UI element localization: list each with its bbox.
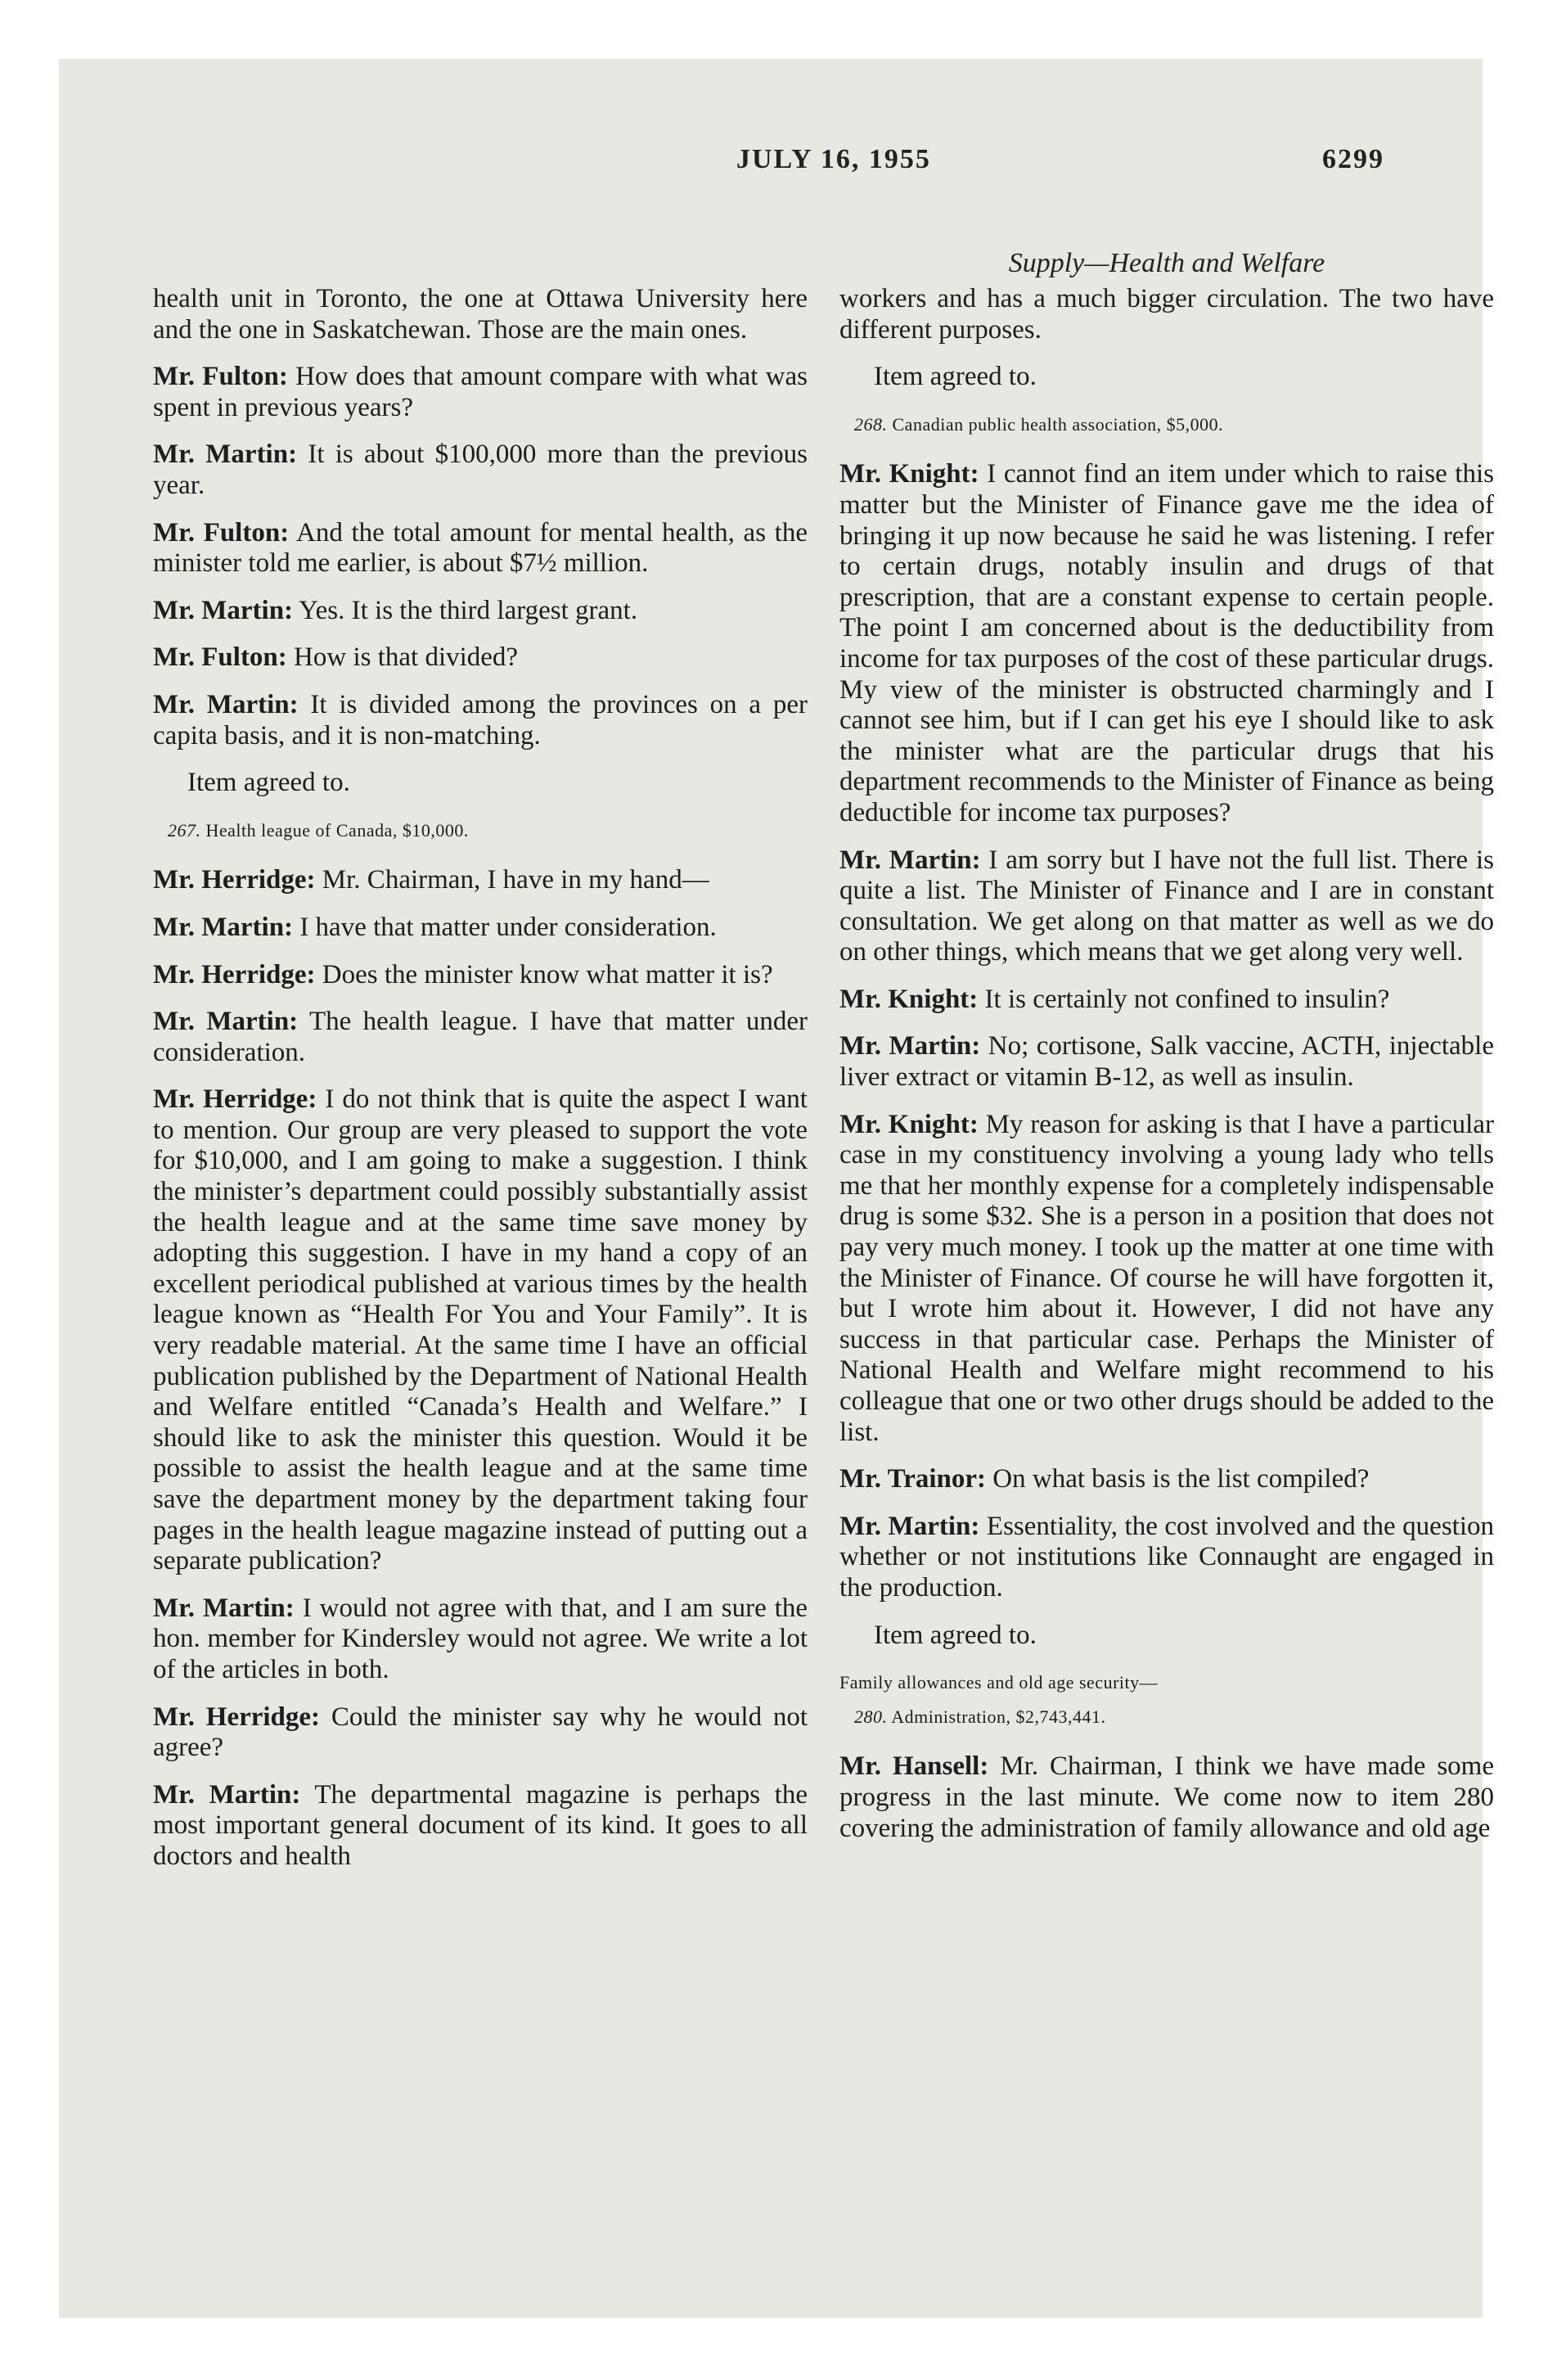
item-text: Health league of Canada, $10,000. [205,819,469,841]
speech-text: Essentiality, the cost involved and the question whether or not institutions like Connaught are engaged in the production. [839,1511,1494,1602]
speaker-name: Mr. Herridge: [153,1084,317,1115]
speech-paragraph [153,1593,808,1686]
speech-text: How does that amount compare with what was spent in previous years? [153,362,808,422]
speech-text: The departmental magazine is perhaps the most important general document of its kind. It goes to all doctors and health [153,1779,808,1871]
speech-text: My reason for asking is that I have a particular case in my constituency involving a young lady who tells me that her monthly expense for a completely indispensable drug is some $32. She is a person in a position that does not pay very much money. I took up the matter at one time with the Minister of Finance. Of course he will have forgotten it, but I wrote him about it. However, I did not have any success in that particular case. Perhaps the Minister of National Health and Welfare might recommend to his colleague that one or two other drugs should be added to the list. [839,1109,1494,1447]
speaker-name: Mr. Martin: [839,1031,981,1062]
speech-paragraph [839,845,1494,968]
speech-paragraph [153,362,808,423]
item-agreed: Item agreed to. [874,362,1037,392]
speech-paragraph [153,960,808,991]
speaker-name: Mr. Fulton: [153,517,290,548]
page-date: JULY 16, 1955 [736,144,931,174]
speaker-name: Mr. Knight: [839,1109,979,1139]
speech-text: Yes. It is the third largest grant. [299,595,638,625]
speaker-name: Mr. Fulton: [153,362,288,392]
speech-paragraph [839,1512,1494,1604]
speaker-name: Mr. Martin: [153,912,294,942]
left-column [153,284,808,1889]
speaker-name: Mr. Fulton: [153,642,287,673]
speaker-name: Mr. Martin: [153,1007,299,1037]
speaker-name: Mr. Martin: [153,1779,301,1810]
speaker-name: Mr. Martin: [153,689,299,719]
speech-paragraph [153,596,808,627]
page-number: 6299 [1322,144,1384,174]
speech-text: No; cortisone, Salk vaccine, ACTH, injectable liver extract or vitamin B-12, as well as insulin. [839,1031,1494,1093]
speaker-name: Mr. Hansell: [839,1751,989,1782]
speech-text: I do not think that is quite the aspect I want to mention. Our group are very pleased to support the vote for $10,000, and I am going to make a suggestion. I think the minister’s department could possibly substantially assist the health league and at the same time save money by adopting this suggestion. I have in my hand a copy of an excellent periodical published at various times by the health league known as “Health For You and Your Family”. It is very readable material. At the same time I have an official publication published by the Department of National Health and Welfare entitled “Canada’s Health and Welfare.” I should like to ask the minister this question. Would it be possible to assist the health league and at the same time save the department money by the department taking four pages in the health league magazine instead of putting out a separate publication? [153,1084,808,1576]
speaker-name: Mr. Herridge: [153,865,316,895]
item-number: 268. [854,413,888,435]
speaker-name: Mr. Knight: [839,984,979,1014]
section-heading: Family allowances and old age security— [839,1672,1159,1693]
continued-text: health unit in Toronto, the one at Ottawa University here and the one in Saskatchewan. Those are the main ones. [153,284,808,345]
speech-paragraph [153,518,808,579]
speech-paragraph [153,1084,808,1577]
speech-paragraph [153,913,808,944]
right-column [839,245,1494,1860]
speech-paragraph [839,985,1494,1016]
speech-text: It is about $100,000 more than the previous year. [153,439,808,500]
speech-paragraph [839,459,1494,828]
speech-paragraph [839,1751,1494,1844]
speech-paragraph [153,1702,808,1764]
speech-text: I would not agree with that, and I am sure the hon. member for Kindersley would not agree. We write a lot of the articles in both. [153,1593,808,1684]
speech-text: Mr. Chairman, I think we have made some progress in the last minute. We come now to item 280 covering the administration of family allowance and old age [839,1751,1494,1843]
speaker-name: Mr. Martin: [153,595,294,625]
speech-paragraph [839,1031,1494,1093]
continued-text: workers and has a much bigger circulation. The two have different purposes. [839,284,1494,345]
item-number: 267. [168,819,201,841]
item-agreed: Item agreed to. [874,1620,1037,1650]
speaker-name: Mr. Martin: [153,1593,295,1623]
speech-text: Mr. Chairman, I have in my hand— [322,865,709,895]
speech-text: On what basis is the list compiled? [992,1464,1370,1494]
speaker-name: Mr. Trainor: [839,1464,987,1494]
speaker-name: Mr. Martin: [153,439,298,470]
speaker-name: Mr. Herridge: [153,959,316,989]
speech-paragraph [153,690,808,751]
speech-text: It is certainly not confined to insulin? [984,984,1390,1014]
speech-paragraph [839,1110,1494,1449]
speech-paragraph [153,865,808,896]
speech-paragraph [839,1464,1494,1495]
speech-text: It is divided among the provinces on a per capita basis, and it is non-matching. [153,689,808,751]
speech-text: I have that matter under consideration. [299,912,717,942]
speech-paragraph [153,1007,808,1068]
speech-text: I am sorry but I have not the full list. There is quite a list. The Minister of Finance and I are in constant consultation. We get along on that matter as well as we do on other things, which means that we get along very well. [839,845,1494,967]
item-number: 280. [854,1706,888,1727]
speaker-name: Mr. Herridge: [153,1702,321,1732]
estimate-item [854,1702,1494,1733]
speaker-name: Mr. Knight: [839,459,979,489]
speaker-name: Mr. Martin: [839,1511,980,1541]
speech-text: Could the minister say why he would not agree? [153,1702,808,1763]
item-text: Administration, $2,743,441. [891,1706,1106,1727]
speaker-name: Mr. Martin: [839,845,981,875]
estimate-item [168,815,808,846]
item-agreed: Item agreed to. [187,768,350,798]
speech-text: I cannot find an item under which to raise this matter but the Minister of Finance gave me the idea of bringing it up now because he said he was listening. I refer to certain drugs, notably insulin and drugs of that prescription, that are a constant expense to certain people. The point I am concerned about is the deductibility from income for tax purposes of the cost of these particular drugs. My view of the minister is obstructed charmingly and I cannot see him, but if I can get his eye I should like to ask the minister what are the particular drugs that his department recommends to the Minister of Finance as being deductible for income tax purposes? [839,459,1495,827]
speech-paragraph [153,1780,808,1873]
estimate-item [854,409,1494,440]
item-text: Canadian public health association, $5,000. [892,413,1224,435]
speech-text: Does the minister know what matter it is? [322,959,773,989]
speech-text: How is that divided? [294,642,519,673]
speech-paragraph [153,439,808,501]
speech-text: And the total amount for mental health, as the minister told me earlier, is about $7½ million. [153,517,808,579]
speech-text: The health league. I have that matter under consideration. [153,1007,808,1067]
speech-paragraph [153,642,808,674]
page [59,59,1495,2318]
running-head: Supply—Health and Welfare [1008,248,1325,278]
page-header [59,144,1483,185]
